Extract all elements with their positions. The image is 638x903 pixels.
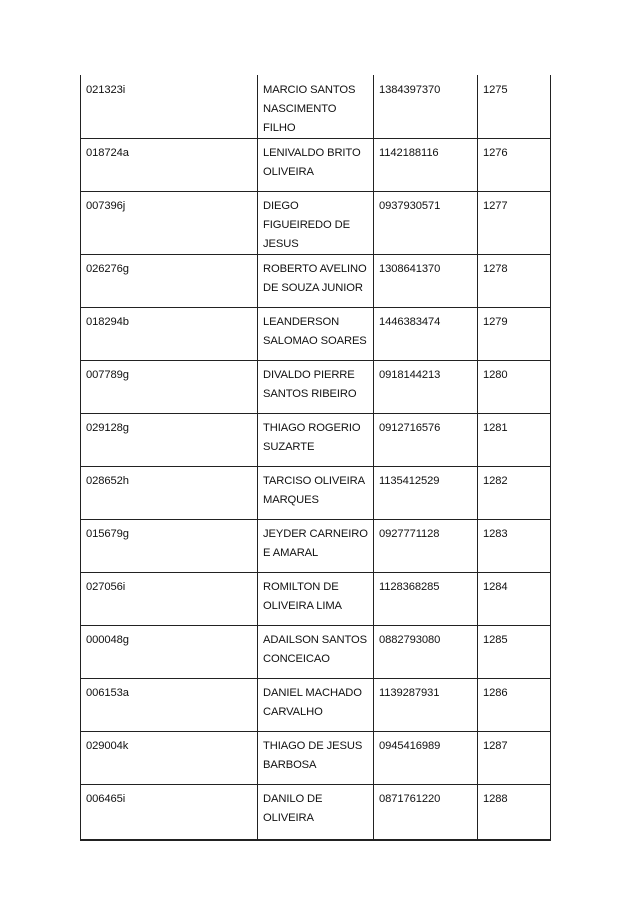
name-cell: DANIEL MACHADO CARVALHO [258, 679, 374, 732]
name-cell: LEANDERSON SALOMAO SOARES [258, 308, 374, 361]
records-table-body [81, 75, 551, 840]
number-cell: 1281 [478, 414, 551, 467]
records-table [80, 75, 551, 841]
name-cell: THIAGO ROGERIO SUZARTE [258, 414, 374, 467]
code-cell: 006465i [81, 785, 258, 841]
number-cell: 1283 [478, 520, 551, 573]
code-cell: 018724a [81, 139, 258, 192]
table-row [81, 732, 551, 785]
number-cell: 1275 [478, 75, 551, 139]
table-row [81, 467, 551, 520]
table-row [81, 520, 551, 573]
table-row [81, 139, 551, 192]
table-row [81, 308, 551, 361]
phone-cell: 0912716576 [374, 414, 478, 467]
number-cell: 1288 [478, 785, 551, 841]
code-cell: 007789g [81, 361, 258, 414]
number-cell: 1287 [478, 732, 551, 785]
table-row [81, 785, 551, 841]
phone-cell: 0937930571 [374, 192, 478, 255]
number-cell: 1279 [478, 308, 551, 361]
code-cell: 006153a [81, 679, 258, 732]
number-cell: 1282 [478, 467, 551, 520]
code-cell: 021323i [81, 75, 258, 139]
name-cell: ROBERTO AVELINO DE SOUZA JUNIOR [258, 255, 374, 308]
code-cell: 029128g [81, 414, 258, 467]
phone-cell: 1446383474 [374, 308, 478, 361]
phone-cell: 1308641370 [374, 255, 478, 308]
phone-cell: 1128368285 [374, 573, 478, 626]
phone-cell: 0927771128 [374, 520, 478, 573]
name-cell: ROMILTON DE OLIVEIRA LIMA [258, 573, 374, 626]
code-cell: 015679g [81, 520, 258, 573]
phone-cell: 0871761220 [374, 785, 478, 841]
table-row [81, 414, 551, 467]
phone-cell: 1384397370 [374, 75, 478, 139]
table-row [81, 679, 551, 732]
name-cell: ADAILSON SANTOS CONCEICAO [258, 626, 374, 679]
name-cell: DIEGO FIGUEIREDO DE JESUS [258, 192, 374, 255]
code-cell: 007396j [81, 192, 258, 255]
number-cell: 1286 [478, 679, 551, 732]
table-row [81, 361, 551, 414]
number-cell: 1280 [478, 361, 551, 414]
table-row [81, 573, 551, 626]
phone-cell: 1142188116 [374, 139, 478, 192]
number-cell: 1278 [478, 255, 551, 308]
name-cell: DANILO DE OLIVEIRA [258, 785, 374, 841]
table-row [81, 255, 551, 308]
code-cell: 027056i [81, 573, 258, 626]
code-cell: 029004k [81, 732, 258, 785]
code-cell: 028652h [81, 467, 258, 520]
name-cell: MARCIO SANTOS NASCIMENTO FILHO [258, 75, 374, 139]
code-cell: 026276g [81, 255, 258, 308]
table-row [81, 75, 551, 139]
name-cell: TARCISO OLIVEIRA MARQUES [258, 467, 374, 520]
number-cell: 1284 [478, 573, 551, 626]
phone-cell: 0945416989 [374, 732, 478, 785]
phone-cell: 1139287931 [374, 679, 478, 732]
code-cell: 000048g [81, 626, 258, 679]
number-cell: 1276 [478, 139, 551, 192]
phone-cell: 0882793080 [374, 626, 478, 679]
name-cell: THIAGO DE JESUS BARBOSA [258, 732, 374, 785]
name-cell: DIVALDO PIERRE SANTOS RIBEIRO [258, 361, 374, 414]
table-row [81, 626, 551, 679]
name-cell: LENIVALDO BRITO OLIVEIRA [258, 139, 374, 192]
table-row [81, 192, 551, 255]
number-cell: 1277 [478, 192, 551, 255]
phone-cell: 0918144213 [374, 361, 478, 414]
number-cell: 1285 [478, 626, 551, 679]
name-cell: JEYDER CARNEIRO E AMARAL [258, 520, 374, 573]
code-cell: 018294b [81, 308, 258, 361]
phone-cell: 1135412529 [374, 467, 478, 520]
